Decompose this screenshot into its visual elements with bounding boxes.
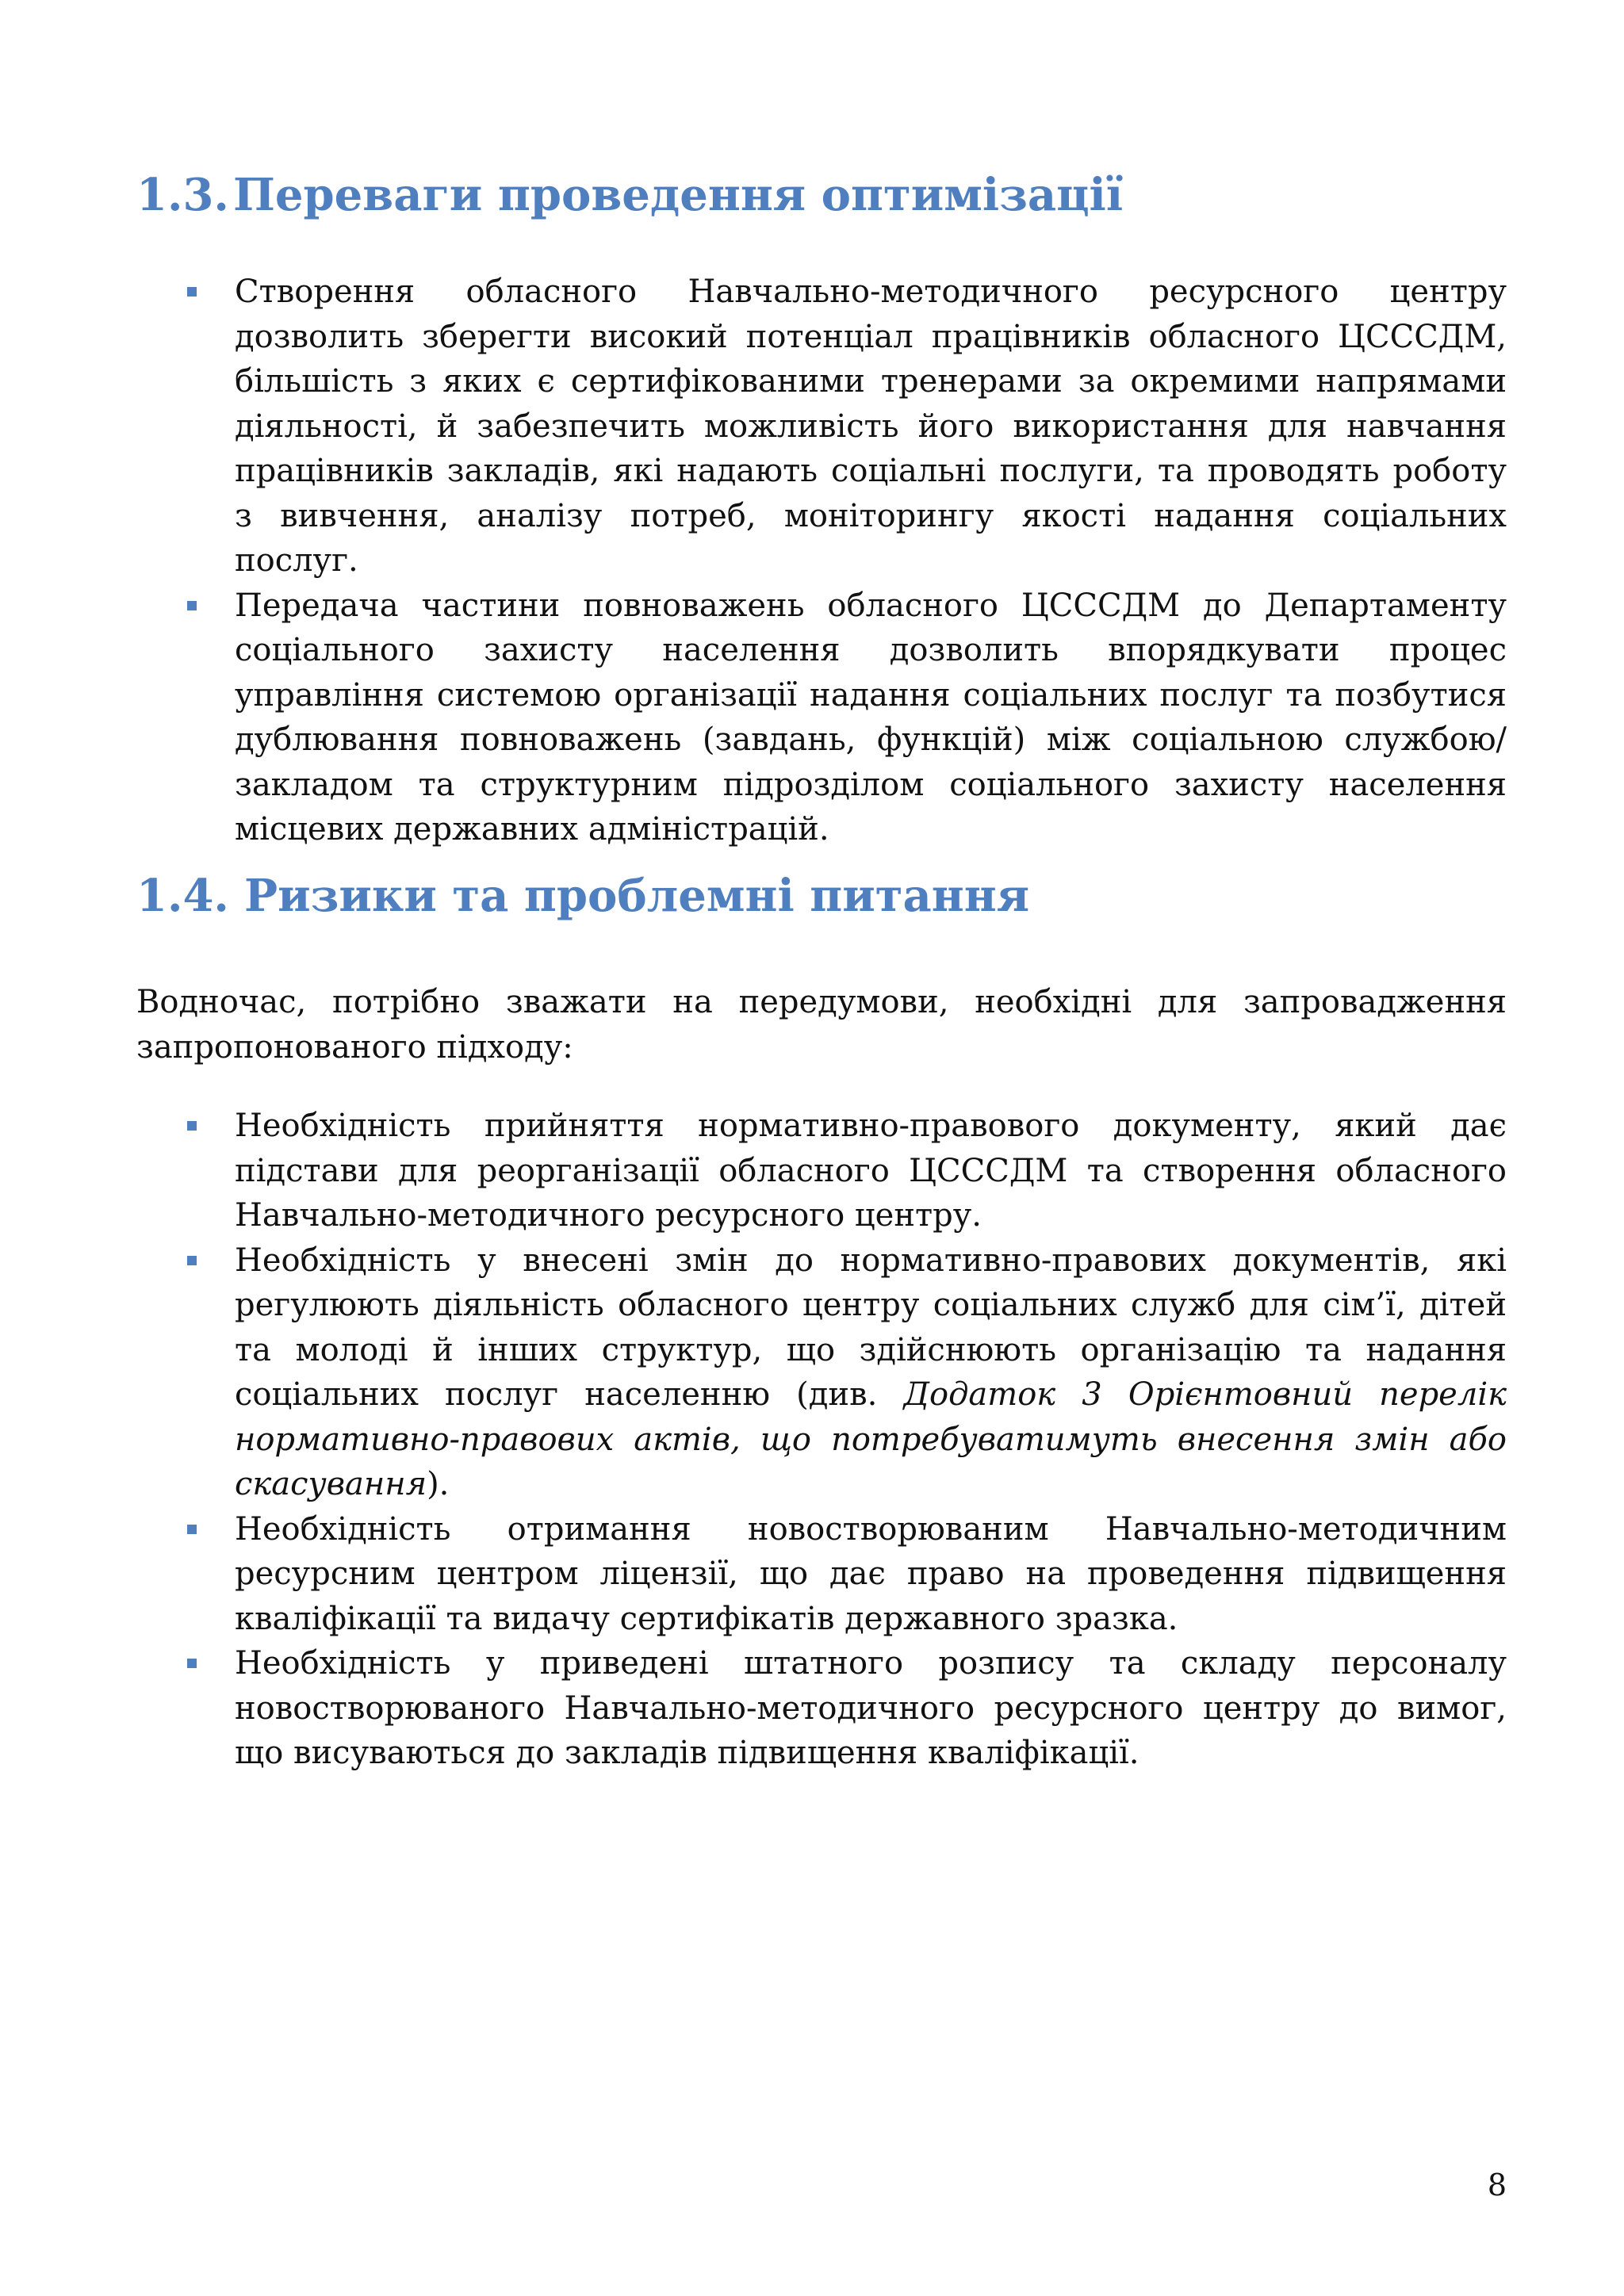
square-bullet-icon [187,1659,197,1668]
list-item [136,1507,1507,1642]
section-title: Переваги проведення оптимізації [233,169,1124,221]
section-title: Ризики та проблемні питання [244,870,1030,922]
appendix-reference: Додаток 3 Орієнтовний перелік нормативно-правових актів, що потребуватимуть внесення змін або скасування [235,1376,1507,1502]
section-heading-1-4 [136,864,1029,928]
list-item-text-part: ). [427,1466,450,1502]
list-item-text-part: Необхідність у внесені змін до нормативно-правових документів, які регулюють діяльність обласного центру соціальних служб для сім’ї, дітей та молоді й інших структур, що здійснюють організацію та надання соціальних послуг населенню (див. [235,1242,1507,1413]
list-item [136,1238,1507,1507]
section-number: 1.3. [136,169,229,221]
list-item-text: Необхідність отримання новоствoрюваним Навчально-методичним ресурсним центром ліцензії, що дає право на проведення підвищення кваліфікації та видачу сертифікатів державного зразка. [235,1510,1507,1637]
list-item-text: Створення обласного Навчально-методичного ресурсного центру дозволить зберегти високий потенціал працівників обласного ЦСССДМ, більшість з яких є сертифікованими тренерами за окремими напрямами діяльності, й забезпечить можливість його використання для навчання працівників закладів, які надають соціальні послуги, та проводять роботу з вивчення, аналізу потреб, моніторингу якості надання соціальних послуг. [235,274,1507,579]
intro-paragraph: Водночас, потрібно зважати на передумови, необхідні для запровадження запропонованого підходу: [136,984,1507,1066]
risks-list [136,1104,1507,1776]
square-bullet-icon [187,1256,197,1265]
page-number: 8 [1487,2168,1507,2202]
square-bullet-icon [187,287,197,297]
list-item [136,1641,1507,1776]
list-item-text: Необхідність прийняття нормативно-правового документу, який дає підстави для реорганізації обласного ЦСССДМ та створення обласного Навчально-методичного ресурсного центру. [235,1108,1507,1234]
list-item-text: Необхідність у приведені штатного розпису та складу персоналу новоствoрюваного Навчально-методичного ресурсного центру до вимог, що висуваються до закладів підвищення кваліфікації. [235,1645,1507,1771]
list-item [136,584,1507,852]
square-bullet-icon [187,1525,197,1534]
square-bullet-icon [187,601,197,610]
list-item-text: Передача частини повноважень обласного ЦСССДМ до Департаменту соціального захисту населення дозволить впорядкувати процес управління системою організації надання соціальних послуг та позбутися дублювання повноважень (завдань, функцій) між соціальною службою/закладом та структурним підрозділом соціального захисту населення місцевих державних адміністрацій. [235,587,1507,848]
list-item [136,1104,1507,1238]
section-number: 1.4. [136,870,229,922]
list-item-text [235,1242,1507,1503]
square-bullet-icon [187,1121,197,1131]
advantages-list [136,270,1507,852]
list-item [136,270,1507,584]
section-heading-1-3 [136,163,1123,227]
